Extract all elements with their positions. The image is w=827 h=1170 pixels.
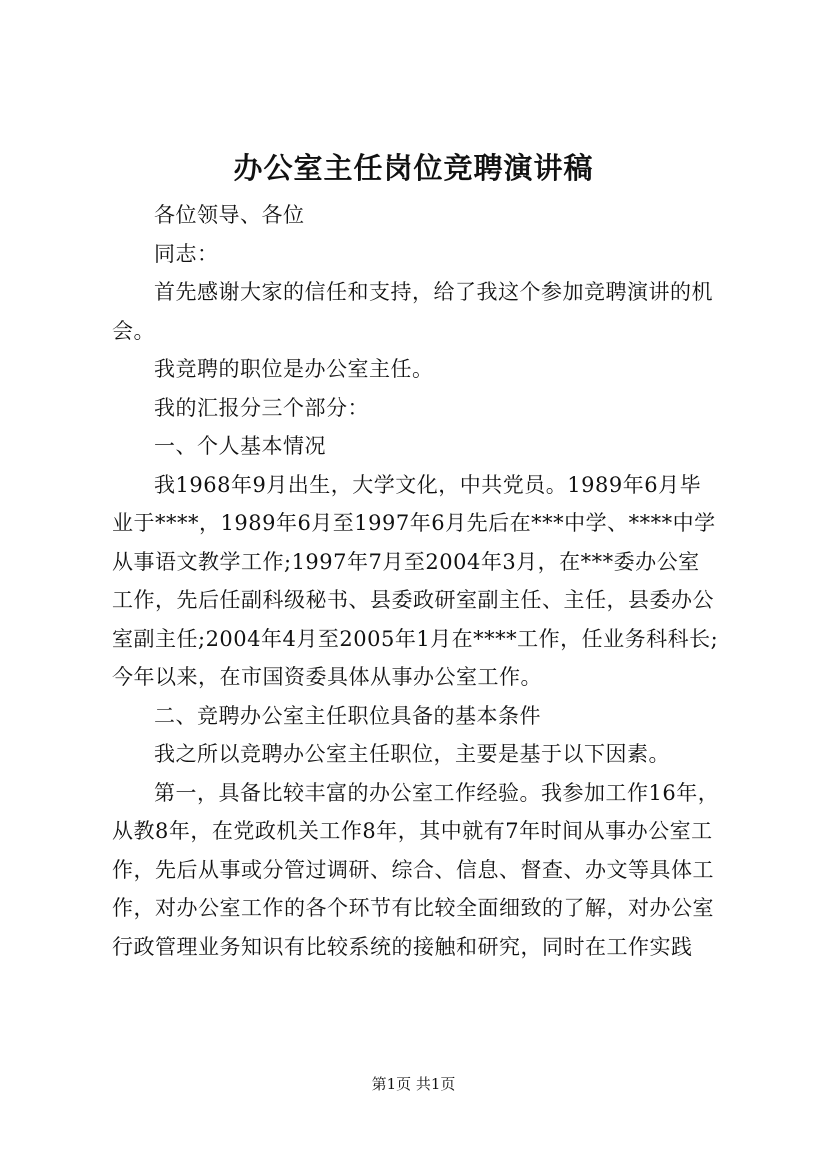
paragraph: 我竞聘的职位是办公室主任。 xyxy=(154,357,434,381)
paragraph: 第一，具备比较丰富的办公室工作经验。我参加工作16年，从教8年，在党政机关工作8年，其中就有7年时间从事办公室工作，先后从事或分管过调研、综合、信息、督查、办文等具体工作，对办公室工作的各个环节有比较全面细致的了解，对办公室行政管理业务知识有比较系统的接触和研究，同时在工作实践 xyxy=(112,780,720,959)
paragraph: 各位领导、各位 xyxy=(154,203,305,227)
paragraph: 首先感谢大家的信任和支持，给了我这个参加竞聘演讲的机会。 xyxy=(112,280,713,343)
paragraph: 我1968年9月出生，大学文化，中共党员。1989年6月毕业于****，1989年6月至1997年6月先后在***中学、****中学从事语文教学工作;1997年7月至2004年3月，在***委办公室工作，先后任副科级秘书、县委政研室副主任、主任，县委办公室副主任;2004年4月至2005年1月在****工作，任业务科科长;今年以来，在市国资委具体从事办公室工作。 xyxy=(112,472,719,689)
paragraph: 我的汇报分三个部分： xyxy=(154,395,369,420)
document-body xyxy=(112,196,720,966)
section-heading: 一、个人基本情况 xyxy=(154,434,326,458)
paragraph: 我之所以竞聘办公室主任职位，主要是基于以下因素。 xyxy=(154,742,670,766)
page-footer: 第1页 共1页 xyxy=(371,1075,456,1093)
paragraph: 同志： xyxy=(154,241,219,266)
document-title: 办公室主任岗位竞聘演讲稿 xyxy=(233,151,594,185)
section-heading: 二、竞聘办公室主任职位具备的基本条件 xyxy=(154,703,541,728)
